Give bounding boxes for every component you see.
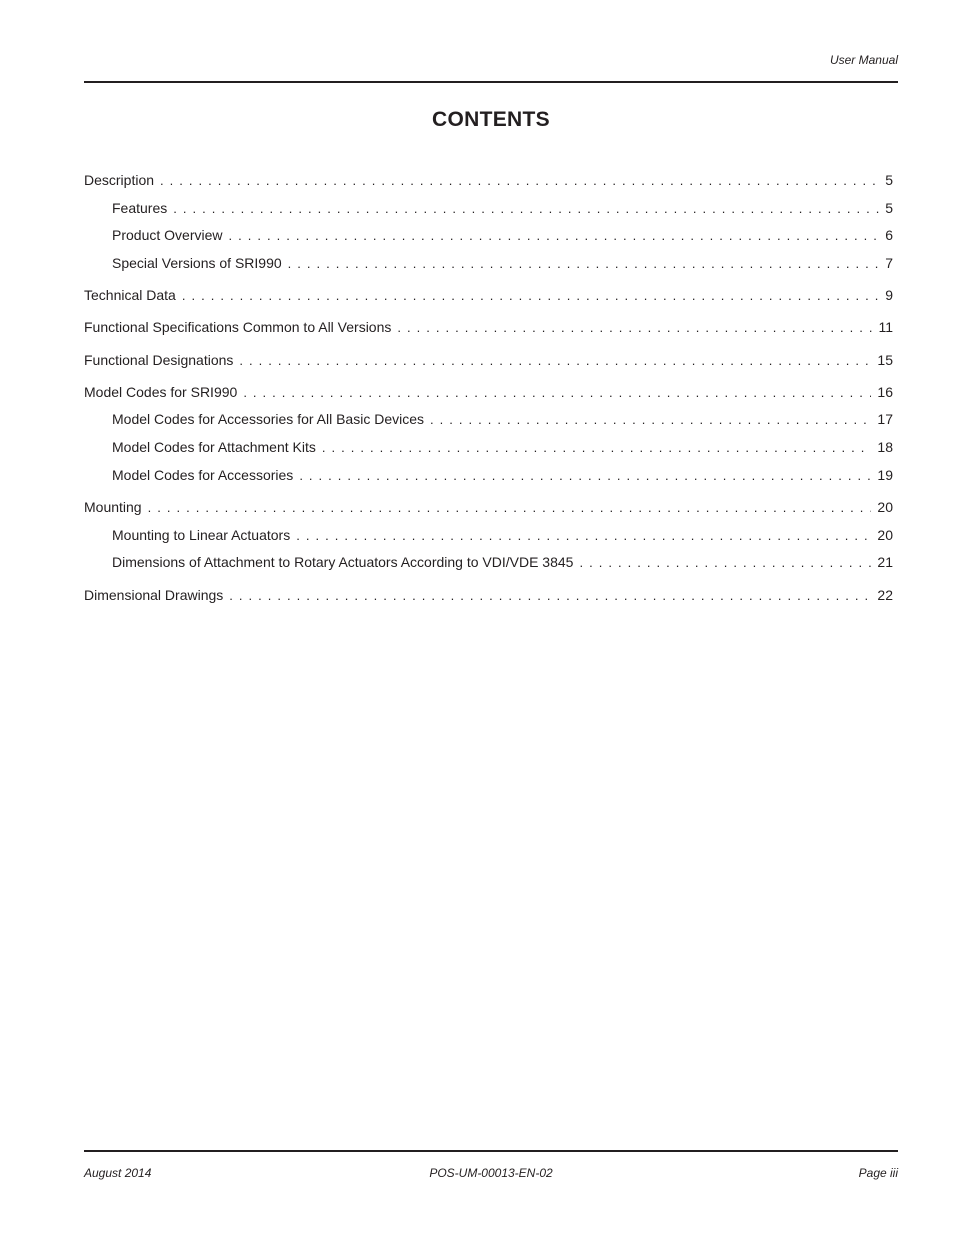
toc-entry-title: Mounting	[84, 499, 142, 515]
footer-doc-number: POS-UM-00013-EN-02	[429, 1166, 553, 1180]
toc-entry-title: Dimensional Drawings	[84, 587, 224, 603]
dot-leader	[160, 172, 879, 190]
toc-entry-page: 11	[878, 319, 893, 335]
toc-entry-title: Description	[84, 172, 155, 188]
toc-entry-page: 16	[877, 384, 893, 400]
toc-entry-page: 9	[885, 287, 893, 303]
toc-entry-page: 20	[877, 499, 893, 515]
toc-entry-page: 15	[877, 352, 893, 368]
dot-leader	[430, 411, 871, 429]
toc-entry-page: 5	[885, 200, 893, 216]
dot-leader	[173, 200, 879, 218]
toc-entry-model-codes-attachment-kits[interactable]	[112, 438, 893, 456]
toc-entry-features[interactable]	[112, 199, 893, 217]
toc-entry-title: Features	[112, 200, 168, 216]
toc-entry-page: 17	[877, 411, 893, 427]
dot-leader	[299, 467, 871, 485]
dot-leader	[322, 439, 872, 457]
toc-entry-mounting-linear[interactable]	[112, 526, 893, 544]
toc-entry-title: Model Codes for SRI990	[84, 384, 238, 400]
header-label: User Manual	[829, 53, 898, 67]
dot-leader	[296, 527, 871, 545]
toc-entry-title: Dimensions of Attachment to Rotary Actuators According to VDI/VDE 3845	[112, 554, 574, 570]
toc-entry-title: Technical Data	[84, 287, 176, 303]
footer-rule	[84, 1150, 898, 1152]
toc-entry-page: 6	[885, 227, 893, 243]
toc-entry-title: Mounting to Linear Actuators	[112, 527, 291, 543]
toc-entry-title: Model Codes for Accessories	[112, 467, 294, 483]
dot-leader	[228, 227, 879, 245]
dot-leader	[239, 352, 871, 370]
toc-entry-page: 22	[877, 587, 893, 603]
toc-entry-special-versions[interactable]	[112, 254, 893, 272]
toc-entry-product-overview[interactable]	[112, 226, 893, 244]
toc-entry-model-codes-accessories-basic[interactable]	[112, 410, 893, 428]
dot-leader	[579, 554, 871, 572]
dot-leader	[288, 255, 880, 273]
toc-entry-page: 5	[885, 172, 893, 188]
footer-date: August 2014	[84, 1166, 152, 1180]
header-rule	[84, 81, 898, 83]
dot-leader	[229, 587, 871, 605]
dot-leader	[397, 319, 872, 337]
toc-entry-page: 18	[877, 439, 893, 455]
footer-page-number: Page iii	[858, 1166, 898, 1180]
toc-entry-mounting[interactable]	[84, 498, 893, 516]
toc-entry-dimensions-rotary[interactable]	[112, 553, 893, 571]
toc-entry-page: 20	[877, 527, 893, 543]
toc-entry-title: Model Codes for Attachment Kits	[112, 439, 316, 455]
toc-entry-page: 7	[885, 255, 893, 271]
dot-leader	[148, 499, 872, 517]
dot-leader	[182, 287, 879, 305]
toc-entry-page: 21	[877, 554, 893, 570]
toc-entry-functional-specifications[interactable]	[84, 318, 893, 336]
dot-leader	[243, 384, 871, 402]
toc-entry-dimensional-drawings[interactable]	[84, 586, 893, 604]
toc-entry-description[interactable]	[84, 171, 893, 189]
toc-entry-title: Special Versions of SRI990	[112, 255, 282, 271]
toc-entry-title: Model Codes for Accessories for All Basic Devices	[112, 411, 425, 427]
toc-entry-model-codes[interactable]	[84, 383, 893, 401]
page-title: CONTENTS	[432, 108, 550, 131]
toc-entry-technical-data[interactable]	[84, 286, 893, 304]
toc-entry-title: Product Overview	[112, 227, 223, 243]
toc-entry-title: Functional Specifications Common to All Versions	[84, 319, 392, 335]
toc-entry-functional-designations[interactable]	[84, 351, 893, 369]
toc-entry-page: 19	[877, 467, 893, 483]
toc-entry-model-codes-accessories[interactable]	[112, 466, 893, 484]
toc-entry-title: Functional Designations	[84, 352, 234, 368]
